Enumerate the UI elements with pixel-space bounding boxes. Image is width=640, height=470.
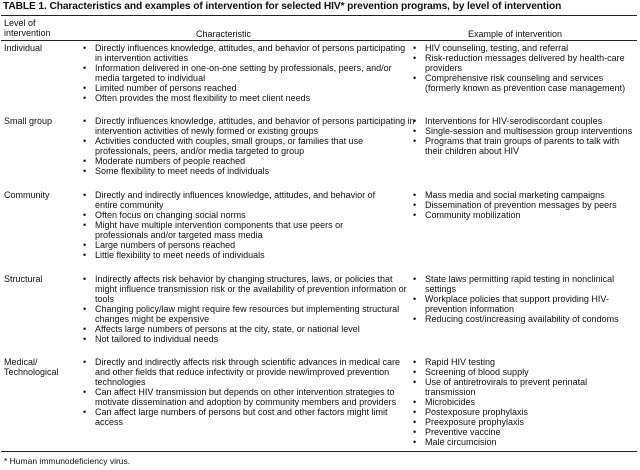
list-item: • Changing policy/law might require few resources but implementing structural changes might be expensive (81, 304, 415, 324)
list-item: • Might have multiple intervention components that use peers or professionals and/or targeted mass media (81, 220, 381, 240)
list-item: • HIV counseling, testing, and referral (411, 43, 637, 53)
examples-individual (411, 43, 637, 93)
list-item: • Some flexibility to meet needs of individuals (81, 166, 417, 176)
top-rule (1, 15, 637, 16)
list-item: • Rapid HIV testing (411, 357, 637, 367)
list-item: • Reducing cost/increasing availability of condoms (411, 314, 637, 324)
list-item: • Can affect large numbers of persons but cost and other factors might limit access (81, 407, 417, 427)
header-level-line2: intervention (4, 28, 51, 38)
list-item: • Limited number of persons reached (81, 83, 413, 93)
bottom-rule (1, 451, 637, 452)
list-item: • Dissemination of prevention messages by peers (411, 200, 637, 210)
list-item: • State laws permitting rapid testing in nonclinical settings (411, 274, 637, 294)
examples-community (411, 190, 637, 220)
list-item: • Can affect HIV transmission but depends on other intervention strategies to motivate dissemination and adoption by community members and providers (81, 387, 417, 407)
list-item: • Microbicides (411, 397, 637, 407)
list-item: • Postexposure prophylaxis (411, 407, 637, 417)
list-item: • Directly influences knowledge, attitudes, and behavior of persons participating in intervention activities of newly formed or existing groups (81, 116, 417, 136)
row-level-structural: Structural (4, 274, 43, 284)
list-item: • Risk-reduction messages delivered by health-care providers (411, 53, 637, 73)
list-item: • Directly influences knowledge, attitudes, and behavior of persons participating in intervention activities (81, 43, 413, 63)
list-item: • Interventions for HIV-serodiscordant couples (411, 116, 637, 126)
list-item: • Programs that train groups of parents to talk with their children about HIV (411, 136, 637, 156)
list-item: • Mass media and social marketing campaigns (411, 190, 637, 200)
characteristics-small-group (81, 116, 417, 176)
list-item: • Not tailored to individual needs (81, 334, 415, 344)
header-level (4, 18, 51, 38)
characteristics-medical-technological (81, 357, 417, 427)
list-item: • Preexposure prophylaxis (411, 417, 637, 427)
list-item: • Community mobilization (411, 210, 637, 220)
list-item: • Affects large numbers of persons at the city, state, or national level (81, 324, 415, 334)
characteristics-community (81, 190, 381, 260)
row-level-community: Community (4, 190, 50, 200)
list-item: • Comprehensive risk counseling and services (formerly known as prevention case management) (411, 73, 637, 93)
list-item: • Often provides the most flexibility to meet client needs (81, 93, 413, 103)
footnote: * Human immunodeficiency virus. (4, 456, 131, 466)
list-item: • Single-session and multisession group interventions (411, 126, 637, 136)
list-item: • Directly and indirectly affects risk through scientific advances in medical care and other fields that reduce infectivity or provide new/improved prevention technologies (81, 357, 417, 387)
list-item: • Preventive vaccine (411, 427, 637, 437)
row-level-individual: Individual (4, 43, 43, 53)
row-level-medical-technological: Medical/ Technological (4, 357, 59, 377)
header-rule (1, 40, 637, 41)
row-level-small-group: Small group (4, 116, 53, 126)
header-example: Example of intervention (468, 29, 563, 39)
list-item: • Male circumcision (411, 437, 637, 447)
list-item: • Information delivered in one-on-one setting by professionals, peers, and/or media targeted to individual (81, 63, 413, 83)
list-item: • Little flexibility to meet needs of individuals (81, 250, 381, 260)
list-item: • Activities conducted with couples, small groups, or families that use professionals, peers, and/or media targeted to group (81, 136, 417, 156)
examples-small-group (411, 116, 637, 156)
examples-structural (411, 274, 637, 324)
characteristics-individual (81, 43, 413, 103)
table-title: TABLE 1. Characteristics and examples of intervention for selected HIV* prevention programs, by level of intervention (3, 1, 562, 12)
examples-medical-technological (411, 357, 637, 447)
list-item: • Moderate numbers of people reached (81, 156, 417, 166)
list-item: • Use of antiretrovirals to prevent perinatal transmission (411, 377, 637, 397)
list-item: • Large numbers of persons reached (81, 240, 381, 250)
list-item: • Often focus on changing social norms (81, 210, 381, 220)
list-item: • Screening of blood supply (411, 367, 637, 377)
header-characteristic: Characteristic (196, 29, 252, 39)
list-item: • Workplace policies that support providing HIV-prevention information (411, 294, 637, 314)
header-level-line1: Level of (4, 18, 36, 28)
list-item: • Directly and indirectly influences knowledge, attitudes, and behavior of entire community (81, 190, 381, 210)
list-item: • Indirectly affects risk behavior by changing structures, laws, or policies that might influence transmission risk or the availability of prevention information or tools (81, 274, 415, 304)
characteristics-structural (81, 274, 415, 344)
